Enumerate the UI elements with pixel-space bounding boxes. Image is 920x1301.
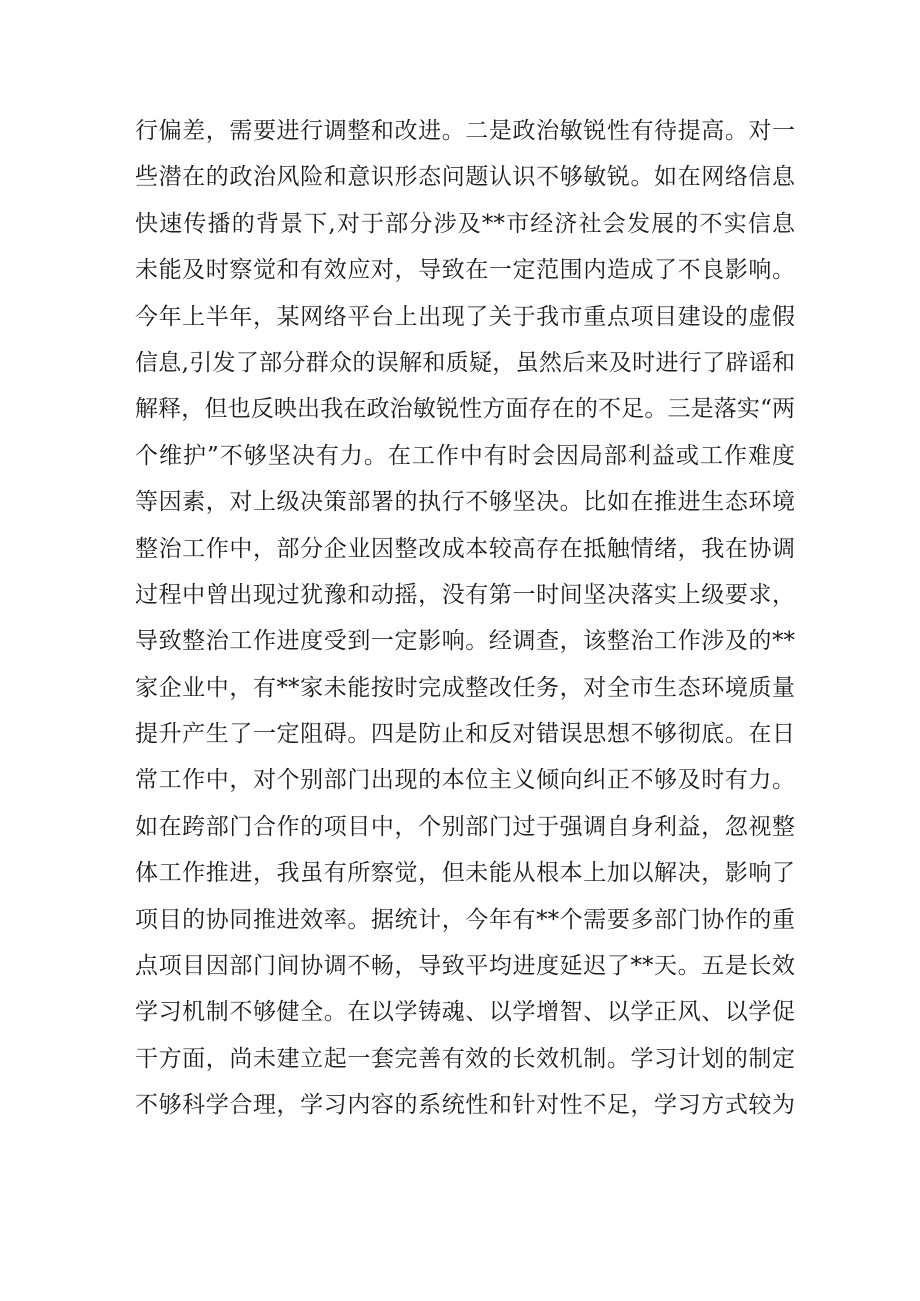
text-line: 整治工作中，部分企业因整改成本较高存在抵触情绪，我在协调 [135,535,795,562]
text-line: 家企业中，有**家未能按时完成整改任务，对全市生态环境质量 [135,674,795,701]
text-line: 提升产生了一定阻碍。四是防止和反对错误思想不够彻底。在日 [135,721,795,748]
text-line: 个维护”不够坚决有力。在工作中有时会因局部利益或工作难度 [135,442,795,469]
text-line: 行偏差，需要进行调整和改进。二是政治敏锐性有待提高。对一 [135,118,795,144]
text-line: 点项目因部门间协调不畅，导致平均进度延迟了**天。五是长效 [135,953,795,980]
text-line: 干方面，尚未建立起一套完善有效的长效机制。学习计划的制定 [135,1045,795,1072]
text-line: 项目的协同推进效率。据统计，今年有**个需要多部门协作的重 [135,906,795,933]
text-line: 快速传播的背景下,对于部分涉及**市经济社会发展的不实信息 [135,210,795,237]
text-line: 体工作推进，我虽有所察觉，但未能从根本上加以解决，影响了 [135,860,795,887]
body-text [135,108,795,1129]
text-line: 导致整治工作进度受到一定影响。经调查，该整治工作涉及的** [135,628,795,655]
text-line: 信息,引发了部分群众的误解和质疑，虽然后来及时进行了辟谣和 [135,349,795,376]
text-line: 学习机制不够健全。在以学铸魂、以学增智、以学正风、以学促 [135,999,795,1026]
text-line: 今年上半年，某网络平台上出现了关于我市重点项目建设的虚假 [135,303,795,330]
text-line: 不够科学合理，学习内容的系统性和针对性不足，学习方式较为 [135,1092,795,1119]
text-line: 未能及时察觉和有效应对，导致在一定范围内造成了不良影响。 [135,257,795,284]
text-line: 些潜在的政治风险和意识形态问题认识不够敏锐。如在网络信息 [135,164,795,191]
text-line: 过程中曾出现过犹豫和动摇，没有第一时间坚决落实上级要求， [135,581,795,608]
text-line: 常工作中，对个别部门出现的本位主义倾向纠正不够及时有力。 [135,767,795,794]
text-line: 如在跨部门合作的项目中，个别部门过于强调自身利益，忽视整 [135,813,795,840]
text-line: 等因素，对上级决策部署的执行不够坚决。比如在推进生态环境 [135,489,795,516]
text-line: 解释，但也反映出我在政治敏锐性方面存在的不足。三是落实“两 [135,396,795,423]
